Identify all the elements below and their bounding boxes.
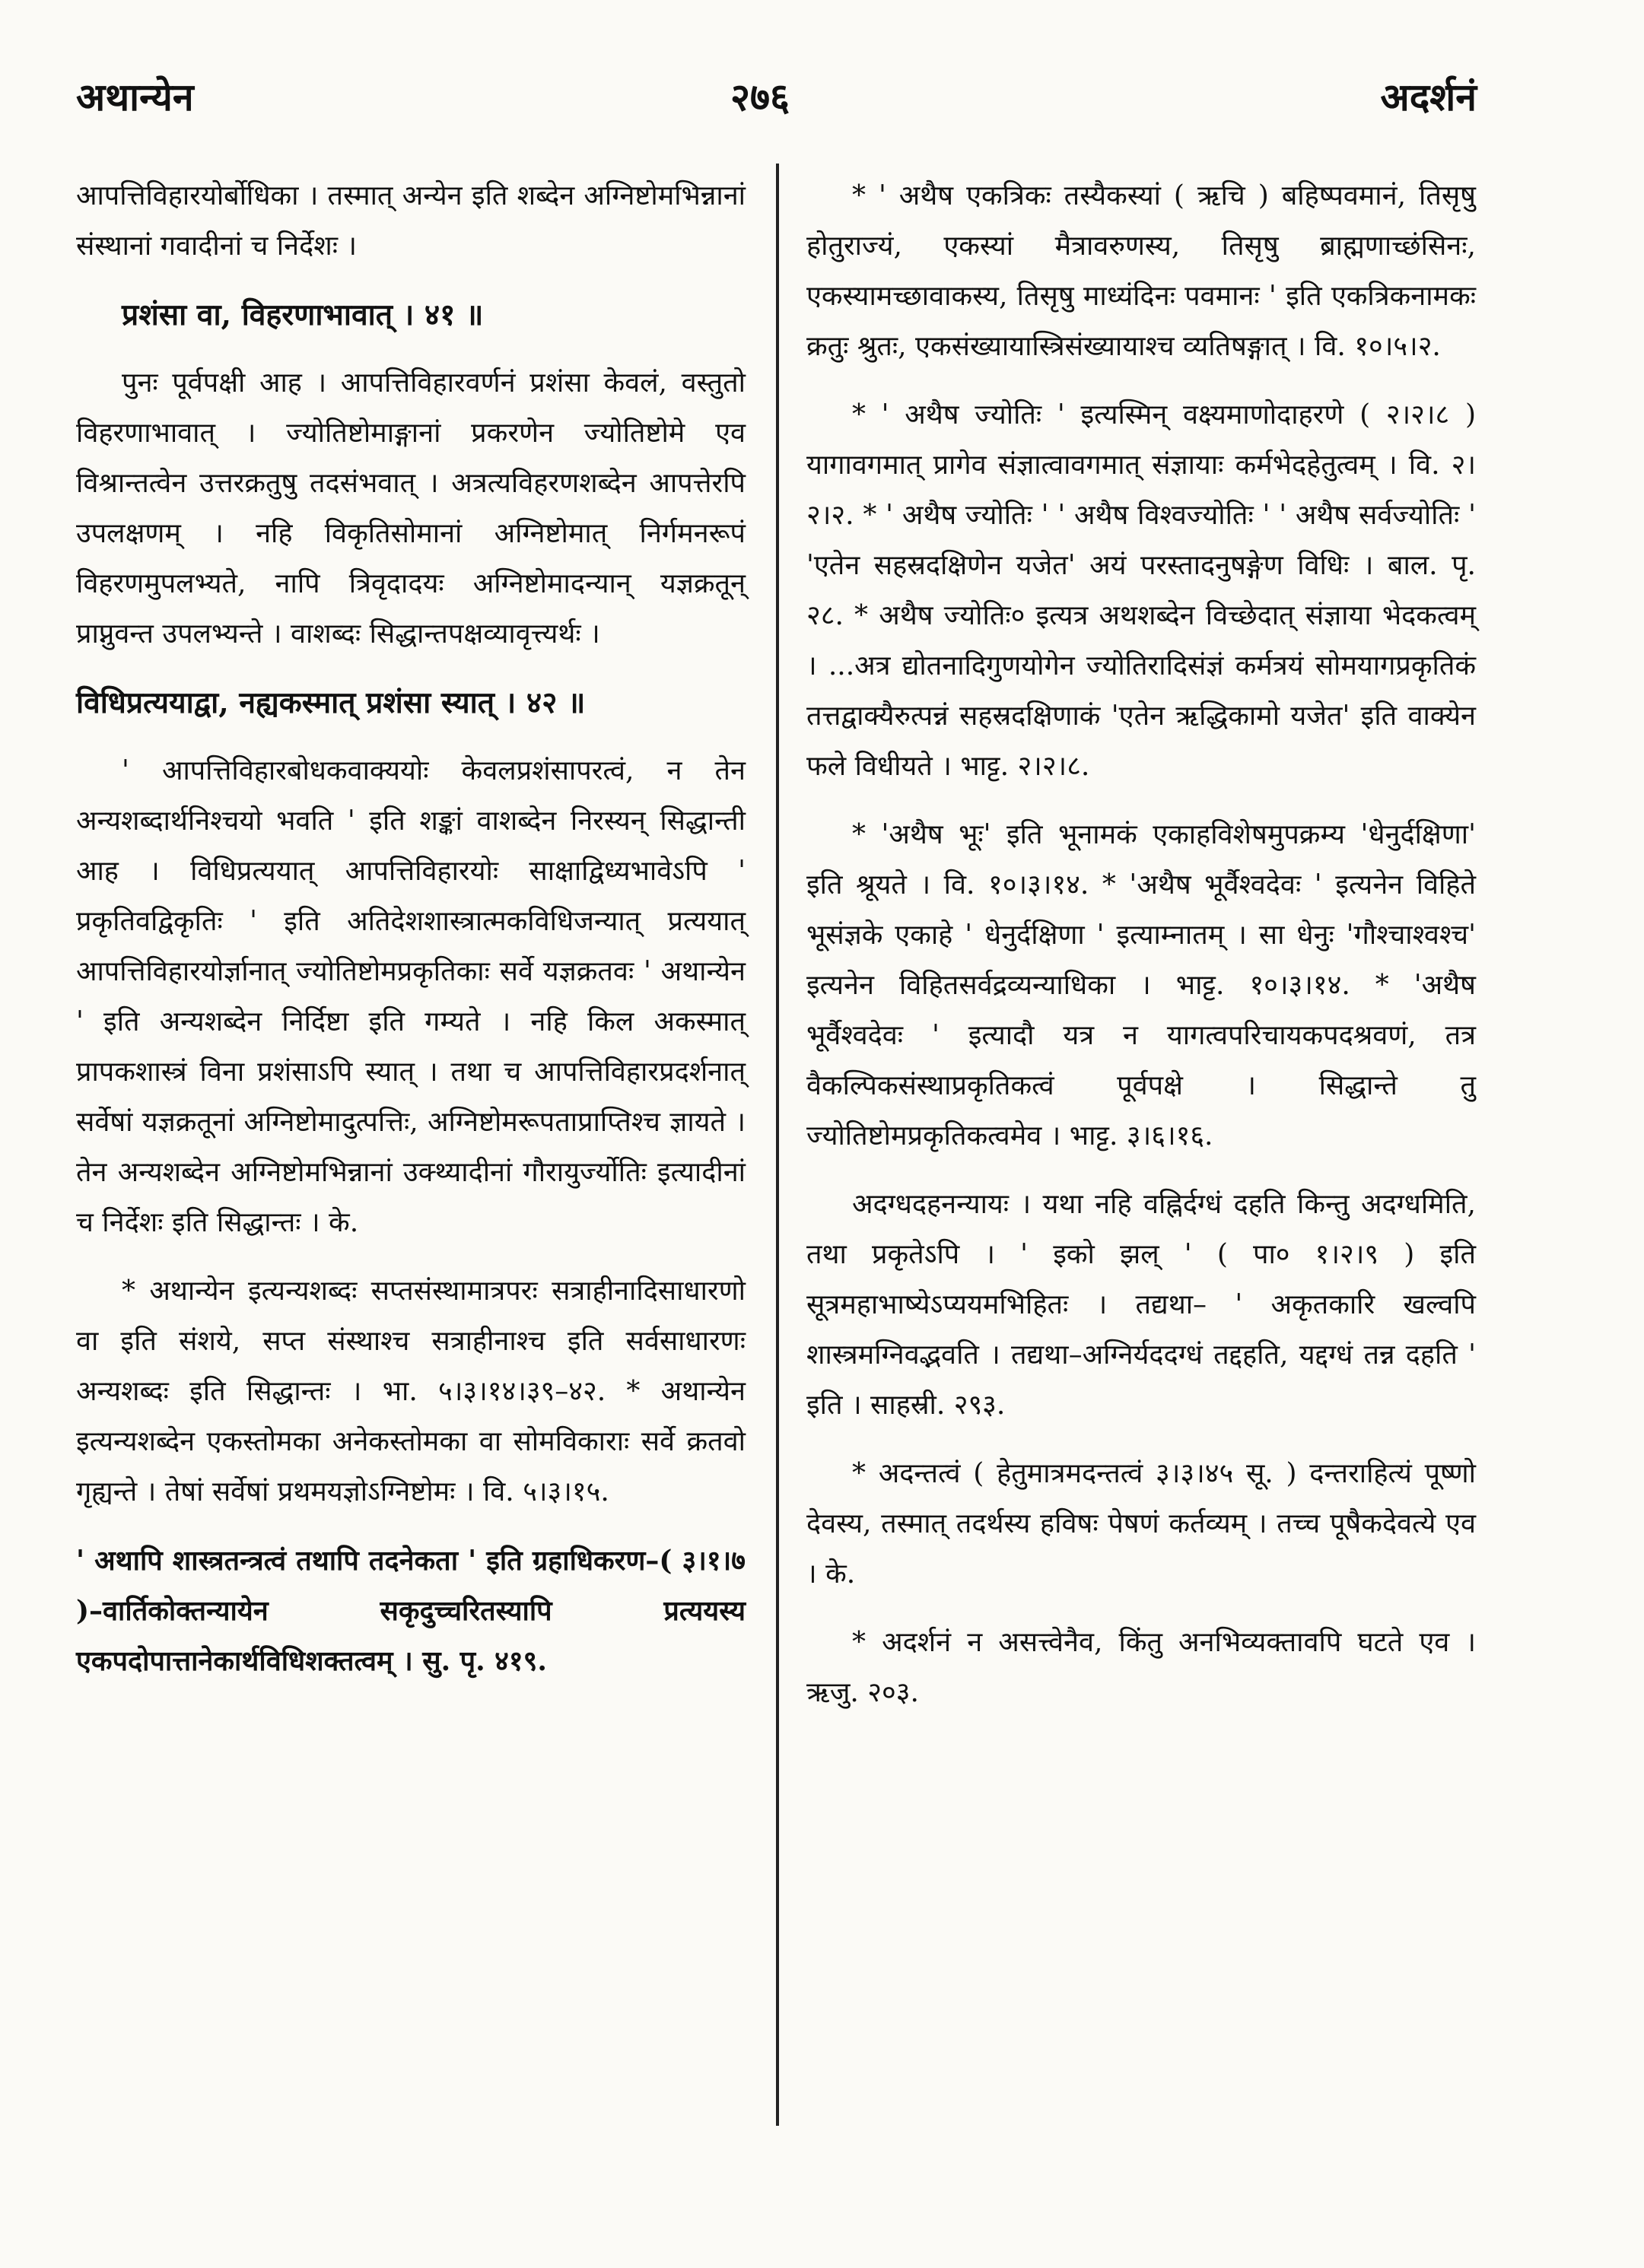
running-head-right: अदर्शनं	[1380, 75, 1477, 119]
right-column	[806, 171, 1476, 1736]
paragraph: * अदर्शनं न असत्त्वेनैव, किंतु अनभिव्यक्तावपि घटते एव । ऋजु. २०३.	[806, 1627, 1476, 1708]
paragraph: ' आपत्तिविहारबोधकवाक्ययोः केवलप्रशंसापरत्वं, न तेन अन्यशब्दार्थनिश्चयो भवति ' इति शङ्कां वाशब्देन निरस्यन् सिद्धान्ती आह । विधिप्रत्ययात् आपत्तिविहारयोः साक्षाद्विध्यभावेऽपि ' प्रकृतिवद्विकृतिः ' इति अतिदेशशास्त्रात्मकविधिजन्यात् प्रत्ययात् आपत्तिविहारयोर्ज्ञानात् ज्योतिष्टोमप्रकृतिकाः सर्वे यज्ञक्रतवः ' अथान्येन ' इति अन्यशब्देन निर्दिष्टा इति गम्यते । नहि किल अकस्मात् प्रापकशास्त्रं विना प्रशंसाऽपि स्यात् । तथा च आपत्तिविहारप्रदर्शनात् सर्वेषां यज्ञक्रतूनां अग्निष्टोमादुत्पत्तिः, अग्निष्टोमरूपताप्राप्तिश्च ज्ञायते । तेन अन्यशब्देन अग्निष्टोमभिन्नानां उक्थ्यादीनां गौरायुर्ज्योतिः इत्यादीनां च निर्देशः इति सिद्धान्तः । के.	[76, 755, 746, 1238]
sutra-heading: विधिप्रत्ययाद्वा, नह्यकस्मात् प्रशंसा स्यात् । ४२ ॥	[76, 685, 586, 720]
page-number: २७६	[730, 75, 790, 119]
left-column	[76, 171, 746, 1704]
nyaya-entry: अदग्धदहनन्यायः । यथा नहि वह्निर्दग्धं दहति किन्तु अदग्धमिति, तथा प्रकृतेऽपि । ' इको झल् ' ( पा० १।२।९ ) इति सूत्रमहाभाष्येऽप्ययमभिहितः । तद्यथा– ' अकृतकारि खल्वपि शास्त्रमग्निवद्भवति । तद्यथा–अग्निर्यददग्धं तद्दहति, यद्दग्धं तन्न दहति ' इति । साहस्री. २९३.	[806, 1189, 1476, 1421]
column-divider	[776, 164, 779, 2126]
paragraph: * 'अथैष भूः' इति भूनामकं एकाहविशेषमुपक्रम्य 'धेनुर्दक्षिणा' इति श्रूयते । वि. १०।३।१४. * 'अथैष भूर्वैश्वदेवः ' इत्यनेन विहिते भूसंज्ञके एकाहे ' धेनुर्दक्षिणा ' इत्याम्नातम् । सा धेनुः 'गौश्चाश्वश्च' इत्यनेन विहितसर्वद्रव्यन्याधिका । भाट्ट. १०।३।१४. * 'अथैष भूर्वैश्वदेवः ' इत्यादौ यत्र न यागत्वपरिचायकपदश्रवणं, तत्र वैकल्पिकसंस्थाप्रकृतिकत्वं पूर्वपक्षे । सिद्धान्ते तु ज्योतिष्टोमप्रकृतिकत्वमेव । भाट्ट. ३।६।१६.	[806, 819, 1476, 1151]
nyaya-entry: ' अथापि शास्त्रतन्त्रत्वं तथापि तदनेकता ' इति ग्रहाधिकरण–( ३।१।७ )–वार्तिकोक्तन्यायेन सकृदुच्चरितस्यापि प्रत्ययस्य एकपदोपात्तानेकार्थविधिशक्तत्वम् । सु. पृ. ४१९.	[76, 1545, 746, 1677]
paragraph: * अथान्येन इत्यन्यशब्दः सप्तसंस्थामात्रपरः सत्राहीनादिसाधारणो वा इति संशये, सप्त संस्थाश्च सत्राहीनाश्च इति सर्वसाधारणः अन्यशब्दः इति सिद्धान्तः । भा. ५।३।१४।३९–४२. * अथान्येन इत्यन्यशब्देन एकस्तोमका अनेकस्तोमका वा सोमविकाराः सर्वे क्रतवो गृह्यन्ते । तेषां सर्वेषां प्रथमयज्ञोऽग्निष्टोमः । वि. ५।३।१५.	[76, 1275, 746, 1507]
page-header	[0, 0, 1644, 152]
paragraph: * अदन्तत्वं ( हेतुमात्रमदन्तत्वं ३।३।४५ सू. ) दन्तराहित्यं पूष्णो देवस्य, तस्मात् तदर्थस्य हविषः पेषणं कर्तव्यम् । तच्च पूषैकदेवत्ये एव । के.	[806, 1458, 1476, 1590]
paragraph: * ' अथैष एकत्रिकः तस्यैकस्यां ( ऋचि ) बहिष्पवमानं, तिसृषु होतुराज्यं, एकस्यां मैत्रावरुणस्य, तिसृषु ब्राह्मणाच्छंसिनः, एकस्यामच्छावाकस्य, तिसृषु माध्यंदिनः पवमानः ' इति एकत्रिकनामकः क्रतुः श्रुतः, एकसंख्यायास्त्रिसंख्यायाश्च व्यतिषङ्गात् । वि. १०।५।२.	[806, 180, 1476, 362]
sutra-heading: प्रशंसा वा, विहरणाभावात् । ४१ ॥	[122, 297, 484, 332]
paragraph: पुनः पूर्वपक्षी आह । आपत्तिविहारवर्णनं प्रशंसा केवलं, वस्तुतो विहरणाभावात् । ज्योतिष्टोमाङ्गानां प्रकरणेन ज्योतिष्टोमे एव विश्रान्तत्वेन उत्तरक्रतुषु तदसंभवात् । अत्रत्यविहरणशब्देन आपत्तेरपि उपलक्षणम् । नहि विकृतिसोमानां अग्निष्टोमात् निर्गमनरूपं विहरणमुपलभ्यते, नापि त्रिवृदादयः अग्निष्टोमादन्यान् यज्ञक्रतून् प्राप्नुवन्त उपलभ्यन्ते । वाशब्दः सिद्धान्तपक्षव्यावृत्त्यर्थः ।	[76, 367, 746, 650]
paragraph: आपत्तिविहारयोर्बोधिका । तस्मात् अन्येन इति शब्देन अग्निष्टोमभिन्नानां संस्थानां गवादीनां च निर्देशः ।	[76, 180, 746, 262]
paragraph: * ' अथैष ज्योतिः ' इत्यस्मिन् वक्ष्यमाणोदाहरणे ( २।२।८ ) यागावगमात् प्रागेव संज्ञात्वावगमात् संज्ञायाः कर्मभेदहेतुत्वम् । वि. २।२।२. * ' अथैष ज्योतिः ' ' अथैष विश्वज्योतिः ' ' अथैष सर्वज्योतिः ' 'एतेन सहस्रदक्षिणेन यजेत' अयं परस्तादनुषङ्गेण विधिः । बाल. पृ. २८. * अथैष ज्योतिः० इत्यत्र अथशब्देन विच्छेदात् संज्ञाया भेदकत्वम् । ...अत्र द्योतनादिगुणयोगेन ज्योतिरादिसंज्ञं कर्मत्रयं सोमयागप्रकृतिकं तत्तद्वाक्यैरुत्पन्नं सहस्रदक्षिणाकं 'एतेन ऋद्धिकामो यजेत' इति वाक्येन फले विधीयते । भाट्ट. २।२।८.	[806, 399, 1476, 782]
running-head-left: अथान्येन	[76, 75, 194, 119]
